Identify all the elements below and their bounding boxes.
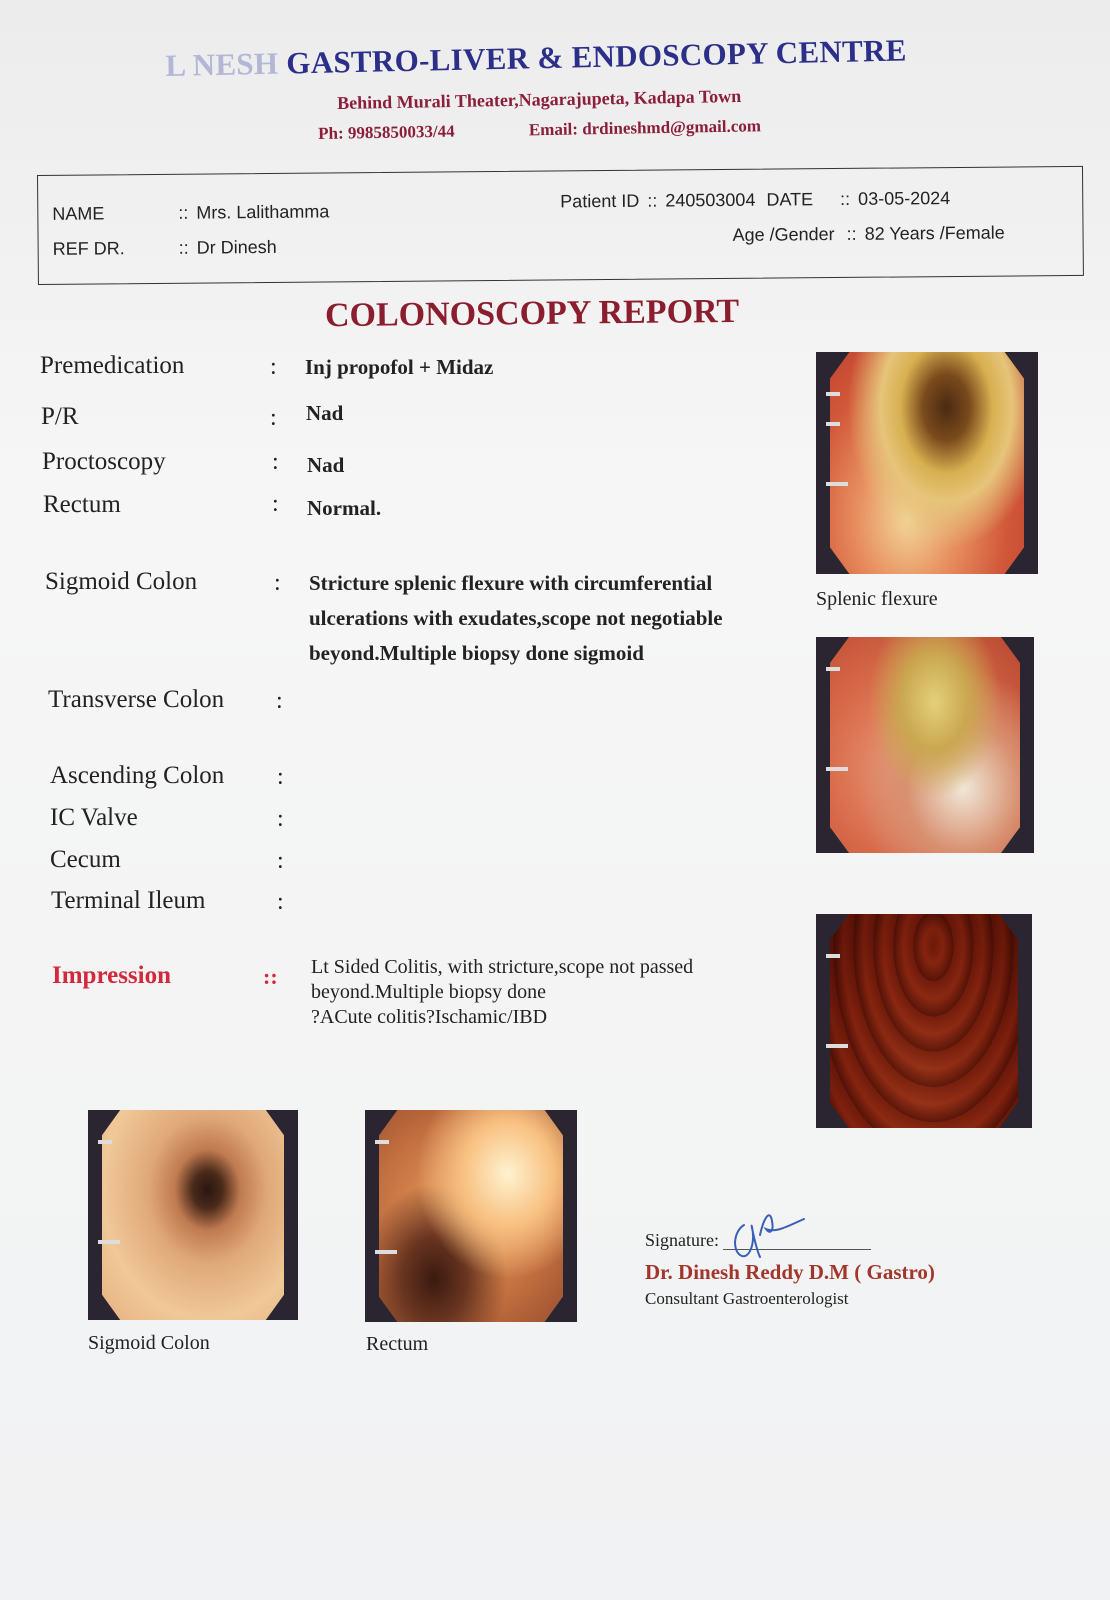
patient-id-field: Patient ID :: 240503004 DATE :: 03-05-2024	[560, 188, 951, 212]
clinic-address: Behind Murali Theater,Nagarajupeta, Kadapa Town	[337, 85, 742, 113]
doctor-name: Dr. Dinesh Reddy D.M ( Gastro)	[645, 1260, 935, 1284]
clinic-name-faded: L NESH	[165, 45, 279, 83]
field-label-terminal-ileum: Terminal Ileum	[51, 887, 206, 914]
ref-doctor-field: REF DR. :: Dr Dinesh	[52, 236, 277, 259]
field-value-premedication: Inj propofol + Midaz	[305, 355, 494, 379]
impression-text: Lt Sided Colitis, with stricture,scope not passed beyond.Multiple biopsy done ?ACute colitis?Ischamic/IBD	[311, 956, 694, 1028]
signature-label: Signature:	[645, 1230, 719, 1250]
patient-name-value: Mrs. Lalithamma	[196, 201, 330, 223]
date-label: DATE	[766, 189, 814, 210]
field-label-ic-valve: IC Valve	[50, 804, 138, 831]
ref-doctor-label: REF DR.	[52, 238, 125, 259]
clinic-name-main: GASTRO-LIVER & ENDOSCOPY CENTRE	[285, 32, 908, 81]
field-label-pr: P/R	[41, 403, 79, 430]
field-value-proctoscopy: Nad	[307, 453, 345, 477]
doctor-title: Consultant Gastroenterologist	[645, 1289, 849, 1308]
endoscopy-image-sigmoid-colon	[88, 1110, 298, 1320]
patient-info-box	[37, 166, 1084, 285]
handwritten-signature	[726, 1205, 816, 1263]
field-label-rectum: Rectum	[43, 491, 121, 518]
report-title: COLONOSCOPY REPORT	[324, 292, 740, 335]
patient-id-label: Patient ID	[560, 190, 640, 212]
clinic-contact	[318, 115, 818, 144]
caption-rectum: Rectum	[366, 1333, 429, 1355]
field-label-sigmoid-colon: Sigmoid Colon	[45, 568, 198, 595]
impression-label: Impression	[52, 962, 172, 989]
ref-doctor-value: Dr Dinesh	[196, 236, 277, 258]
endoscopy-image-3	[816, 914, 1032, 1128]
caption-splenic-flexure: Splenic flexure	[816, 588, 938, 610]
patient-id-value: 240503004	[665, 189, 756, 211]
age-gender-field: Age /Gender :: 82 Years /Female	[732, 222, 1005, 245]
clinic-phone: Ph: 9985850033/44	[318, 121, 455, 143]
age-gender-value: 82 Years /Female	[864, 222, 1005, 244]
clinic-email: Email: drdineshmd@gmail.com	[528, 116, 762, 140]
field-label-premedication: Premedication	[40, 352, 185, 379]
caption-sigmoid-colon: Sigmoid Colon	[88, 1332, 210, 1354]
endoscopy-image-2	[816, 637, 1034, 853]
field-label-ascending-colon: Ascending Colon	[50, 762, 225, 789]
field-value-pr: Nad	[306, 401, 344, 425]
date-value: 03-05-2024	[858, 188, 951, 209]
patient-name-field: NAME :: Mrs. Lalithamma	[52, 201, 330, 224]
field-value-sigmoid-colon: Stricture splenic flexure with circumferential ulcerations with exudates,scope not negotiable beyond.Multiple biopsy done sigmoid	[309, 571, 723, 665]
patient-name-label: NAME	[52, 203, 105, 224]
age-gender-label: Age /Gender	[732, 224, 835, 245]
endoscopy-image-rectum	[365, 1110, 577, 1322]
report-page: L NESH GASTRO-LIVER & ENDOSCOPY CENTRE Behind Murali Theater,Nagarajupeta, Kadapa Town Ph: 9985850033/44 Email: drdineshmd@gmail.com NAME :: Mrs. Lalithamma REF DR. :: Dr Dinesh Patient ID :: 240503004 DATE :: 03-05-2024 Age /Gender :: 82 Years /Female COLONOSCOPY REPORT Premedication : Inj propofol + Midaz P/R : Nad Proctoscopy : Nad Rectum : Normal. Sigmoid Colon : Stricture splenic flexure with circumferential ulcerations with exudates,scope not negotiable beyond.Multiple biopsy done sigmoid Transverse Colon : Ascending Colon : IC Valve : Cecum : Terminal Ileum : Impression :: Lt Sided Colitis, with stricture,scope not passed beyond.Multiple biopsy done ?ACute colitis?Ischamic/IBD Splenic flexure Sigmoid Colon Rectum Signature: Dr. Dinesh Reddy D.M ( Gastro) Consultant Gastroenterologist	[0, 0, 1110, 1600]
field-label-proctoscopy: Proctoscopy	[42, 448, 166, 475]
field-label-transverse-colon: Transverse Colon	[48, 686, 225, 713]
clinic-name	[165, 31, 966, 84]
endoscopy-image-splenic-flexure	[816, 352, 1038, 574]
field-label-cecum: Cecum	[50, 846, 121, 873]
field-value-rectum: Normal.	[307, 496, 382, 520]
